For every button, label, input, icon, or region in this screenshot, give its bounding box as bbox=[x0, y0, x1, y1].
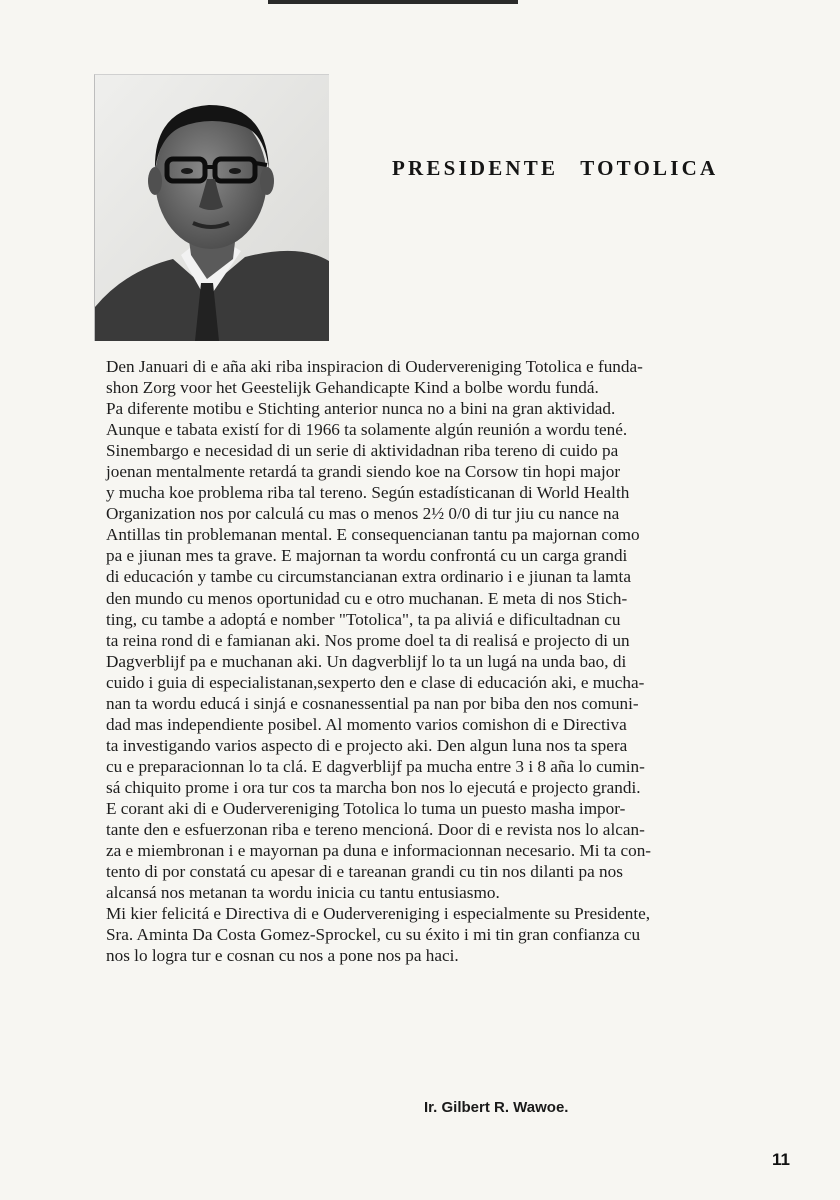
body-line: tante den e esfuerzonan riba e tereno mencioná. Door di e revista nos lo alcan- bbox=[106, 820, 645, 840]
portrait-photo bbox=[94, 74, 329, 341]
body-line: nos lo logra tur e cosnan cu nos a pone nos pa haci. bbox=[106, 946, 459, 966]
body-line: dad mas independiente posibel. Al momento varios comishon di e Directiva bbox=[106, 714, 627, 734]
body-line: Aunque e tabata existí for di 1966 ta solamente algún reunión a wordu tené. bbox=[106, 420, 628, 440]
body-line: cu e preparacionnan lo ta clá. E dagverblijf pa mucha entre 3 i 8 aña lo cumin- bbox=[106, 756, 645, 776]
body-line: Pa diferente motibu e Stichting anterior nunca no a bini na gran aktividad. bbox=[106, 399, 616, 419]
body-line: joenan mentalmente retardá ta grandi siendo koe na Corsow tin hopi major bbox=[106, 462, 621, 482]
body-line: sá chiquito prome i ora tur cos ta marcha bon nos lo ejecutá e projecto grandi. bbox=[106, 777, 641, 797]
body-line: y mucha koe problema riba tal tereno. Según estadísticanan di World Health bbox=[106, 483, 630, 503]
body-line: Sra. Aminta Da Costa Gomez-Sprockel, cu su éxito i mi tin gran confianza cu bbox=[106, 925, 641, 945]
body-line: ting, cu tambe a adoptá e nomber "Totolica", ta pa aliviá e dificultadnan cu bbox=[106, 609, 621, 629]
body-line: di educación y tambe cu circumstancianan extra ordinario i e jiunan ta lamta bbox=[106, 567, 631, 587]
body-line: cuido i guia di especialistanan,sexperto den e clase di educación aki, e mucha- bbox=[106, 672, 645, 692]
body-line: E corant aki di e Oudervereniging Totolica lo tuma un puesto masha impor- bbox=[106, 798, 626, 818]
author-signature: Ir. Gilbert R. Wawoe. bbox=[424, 1099, 569, 1116]
body-line: Organization nos por calculá cu mas o menos 2½ 0/0 di tur jiu cu nance na bbox=[106, 504, 620, 524]
body-line: nan ta wordu educá i sinjá e cosnanessential pa nan por biba den nos comuni- bbox=[106, 693, 639, 713]
body-line: alcansá nos metanan ta wordu inicia cu tantu entusiasmo. bbox=[106, 883, 500, 903]
top-rule bbox=[268, 0, 518, 4]
body-line: za e miembronan i e mayornan pa duna e informacionnan necesario. Mi ta con- bbox=[106, 841, 652, 861]
body-line: Dagverblijf pa e muchanan aki. Un dagverblijf lo ta un lugá na unda bao, di bbox=[106, 651, 627, 671]
portrait-illustration bbox=[95, 75, 329, 341]
body-line: pa e jiunan mes ta grave. E majornan ta wordu confrontá cu un carga grandi bbox=[106, 546, 628, 566]
page-number: 11 bbox=[772, 1150, 790, 1169]
body-line: ta reina rond di e famianan aki. Nos prome doel ta di realisá e projecto di un bbox=[106, 630, 630, 650]
body-line: ta investigando varios aspecto di e projecto aki. Den algun luna nos ta spera bbox=[106, 735, 628, 755]
body-line: Antillas tin problemanan mental. E consequencianan tantu pa majornan como bbox=[106, 525, 640, 545]
body-line: Sinembargo e necesidad di un serie di aktividadnan riba tereno di cuido pa bbox=[106, 441, 619, 461]
body-line: Den Januari di e aña aki riba inspiracion di Oudervereniging Totolica e funda- bbox=[106, 357, 643, 376]
body-line: tento di por constatá cu apesar di e tareanan grandi cu tin nos dilanti pa nos bbox=[106, 862, 623, 882]
article-body bbox=[106, 356, 754, 966]
body-line: shon Zorg voor het Geestelijk Gehandicapte Kind a bolbe wordu fundá. bbox=[106, 378, 599, 398]
page-title: PRESIDENTE TOTOLICA bbox=[392, 156, 719, 180]
body-line: Mi kier felicitá e Directiva di e Oudervereniging i especialmente su Presidente, bbox=[106, 904, 651, 924]
body-line: den mundo cu menos oportunidad cu e otro muchanan. E meta di nos Stich- bbox=[106, 588, 628, 608]
